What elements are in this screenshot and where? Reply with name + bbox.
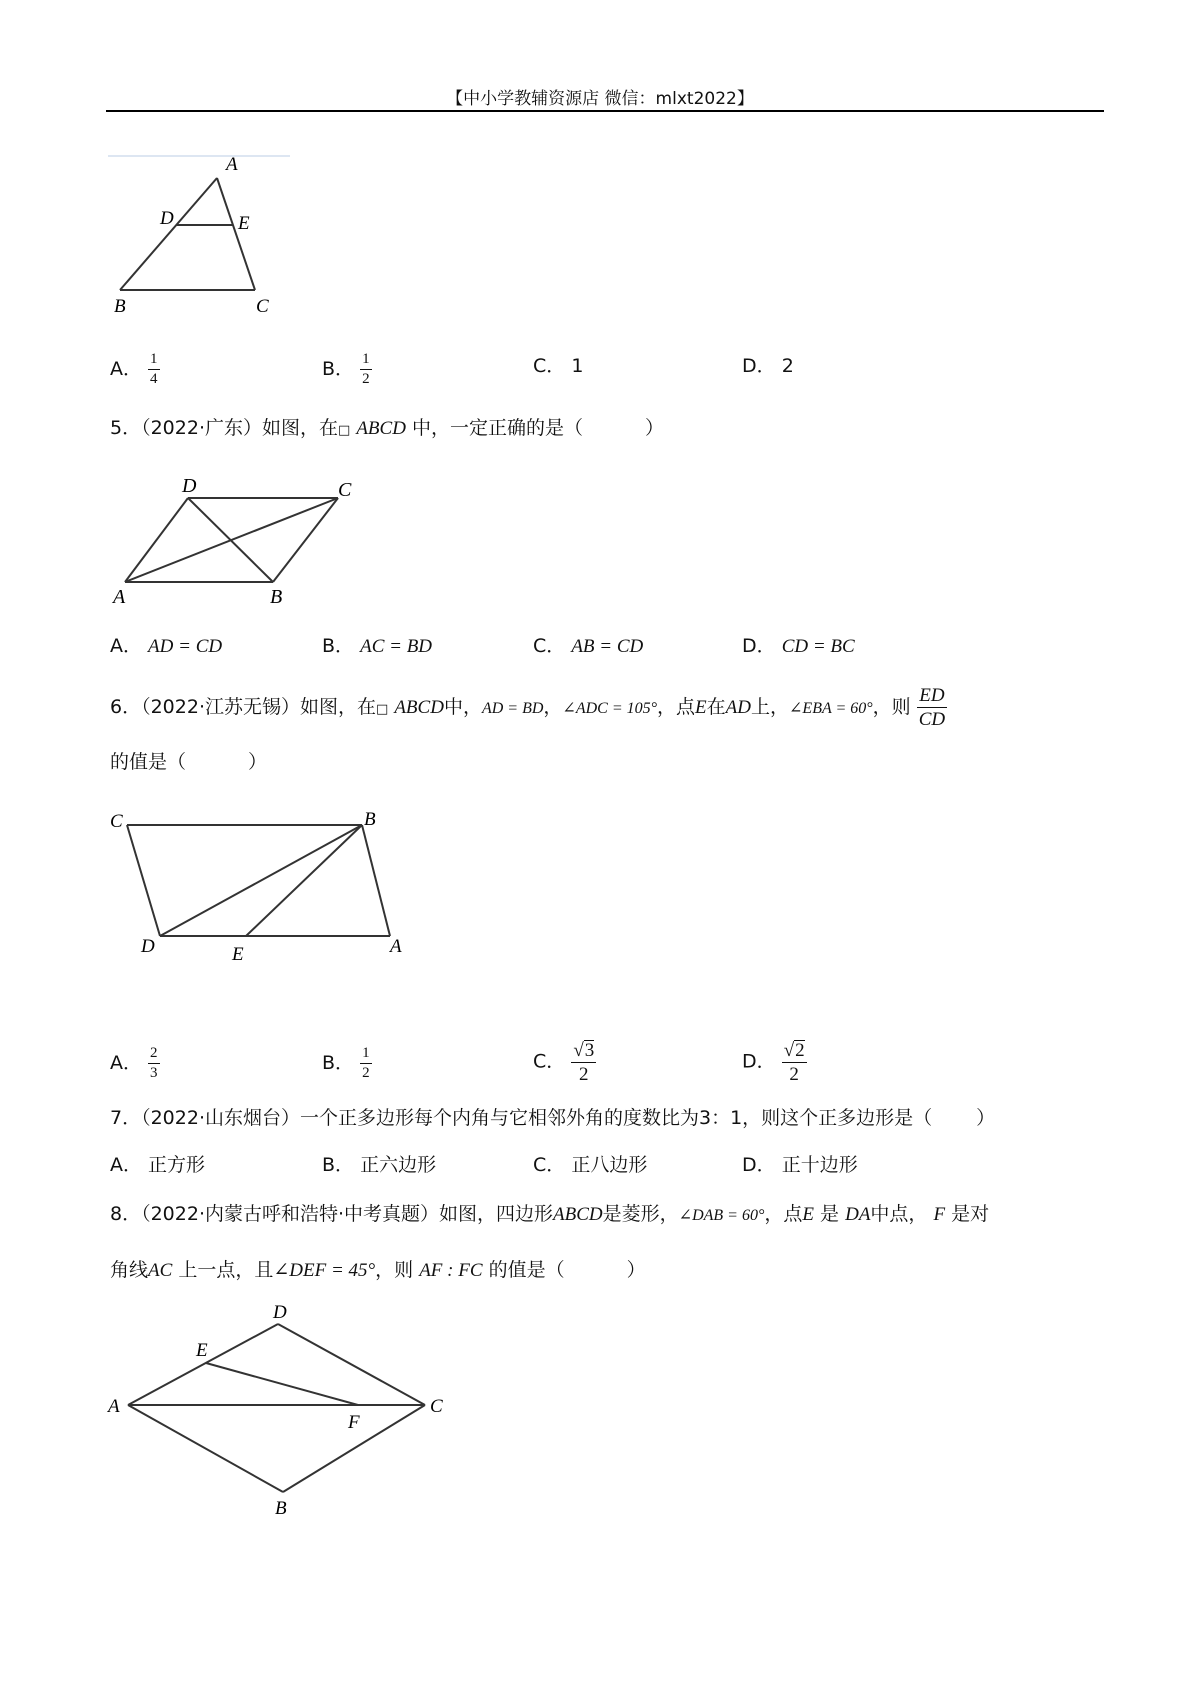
q6-mid4: 上， [751,696,790,718]
q6-line2: 的值是（ [110,751,187,773]
q8-line2d: 的值是（ [488,1259,565,1281]
q6-point-e: E [695,697,707,718]
q4-figure-triangle [100,150,320,320]
q7-option-c-letter: C． [533,1154,566,1176]
q6-prefix: 6．（2022·江苏无锡）如图，在 [110,696,376,718]
q6-segment-db [160,825,362,936]
q6-figure-parallelogram [100,800,420,970]
q4-segment-ab [120,178,217,290]
q7-stem [110,1104,995,1132]
q4-segment-ac [217,178,255,290]
q6-cond-angle-adc: ∠ADC = 105° [562,700,658,717]
q8-prefix: 8．（2022·内蒙古呼和浩特·中考真题）如图，四边形 [110,1203,554,1225]
q6-label-a: A [390,936,402,957]
q8-seg-da: DA [845,1204,871,1225]
q7-option-b[interactable] [322,1151,436,1179]
q5-option-a[interactable] [110,632,222,661]
q8-mid3: 是 [820,1203,840,1225]
q6-option-c-letter: C． [533,1050,566,1073]
q6-label-c: C [110,811,123,832]
q6-frac-num: ED [917,686,947,708]
q6-option-c-den: 2 [579,1064,589,1085]
q7-option-a-letter: A． [110,1154,142,1176]
q6-option-b[interactable] [322,1046,372,1081]
q6-option-a-den: 3 [150,1065,158,1081]
q6-mid3: 在 [706,696,726,718]
q8-mid2: ，点 [764,1203,803,1225]
q6-option-b-fraction [360,1046,372,1081]
q5-close: ） [645,417,665,439]
q5-option-a-letter: A． [110,635,142,657]
q6-option-a-num: 2 [148,1046,160,1064]
q6-label-b: B [364,809,376,830]
q6-seg-ad: AD [725,697,751,718]
q7-option-a[interactable] [110,1151,205,1179]
q4-option-c-letter: C． [533,355,566,377]
q8-label-e: E [196,1340,208,1361]
q6-mid2: ，点 [657,696,696,718]
q5-option-b-expr: AC = BD [360,636,433,657]
q6-option-d[interactable] [742,1040,807,1084]
q6-option-c[interactable] [533,1040,596,1084]
q5-option-c-expr: AB = CD [571,636,644,657]
q6-option-d-fraction: $\frac{√2}{2}$ [783,1040,805,1085]
q7-option-d[interactable] [742,1151,858,1179]
q5-prefix: 5．（2022·广东）如图，在 [110,417,338,439]
q8-label-c: C [430,1396,443,1417]
q6-option-c-fraction: $\frac{√3}{2}$ [573,1040,595,1085]
q5-shape: ABCD [356,418,406,439]
q6-option-c-radicand: 3 [584,1040,595,1061]
q4-option-a-num: 1 [148,352,160,370]
q4-option-d-letter: D． [742,355,776,377]
q6-stem-line2 [110,748,267,776]
q8-mid4: 中点， [870,1203,928,1225]
q7-close: ） [976,1107,996,1129]
q6-parallelogram-symbol: □ [375,702,389,717]
q6-mid1: 中， [443,696,482,718]
q7-option-c-text: 正八边形 [571,1154,648,1176]
q8-ratio: AF : FC [419,1260,483,1281]
q6-frac-den: CD [918,709,946,730]
q8-seg-ac: AC [148,1260,173,1281]
q6-option-b-num: 1 [360,1046,372,1064]
q4-option-b-fraction [360,352,372,387]
q8-point-f: F [933,1204,946,1225]
q6-option-d-letter: D． [742,1050,776,1073]
q8-point-e: E [802,1204,814,1225]
q8-cond-angle-def: ∠DEF = 45° [273,1260,376,1281]
q4-label-c: C [256,296,269,317]
q5-figure-parallelogram [105,470,365,610]
q8-figure-rhombus [100,1300,460,1520]
q6-option-a-letter: A． [110,1052,142,1074]
q8-cond-angle-dab: ∠DAB = 60° [678,1207,765,1224]
q7-option-d-text: 正十边形 [781,1154,858,1176]
q5-option-d[interactable] [742,632,855,661]
q4-option-a[interactable] [110,352,160,387]
q6-sep1: ， [543,696,563,718]
q8-line2a: 角线 [110,1259,149,1281]
q4-option-b-num: 1 [360,352,372,370]
q6-segment-cd [127,825,160,936]
q4-option-a-letter: A． [110,358,142,380]
q4-option-b-letter: B． [322,358,355,380]
page-header: 【中小学教辅资源店 微信：mlxt2022】 [446,89,754,109]
q8-mid1: 是菱形， [602,1203,679,1225]
q5-label-d: D [182,475,197,497]
q8-stem-line2 [110,1256,646,1285]
q8-stem-line1 [110,1200,989,1230]
q4-option-a-den: 4 [150,371,158,387]
q5-option-c[interactable] [533,632,643,661]
q8-label-a: A [108,1396,120,1417]
q5-option-c-letter: C． [533,635,566,657]
q8-line2c: ，则 [375,1259,414,1281]
q5-label-c: C [338,479,352,501]
q6-segment-ba [362,825,390,936]
q5-option-d-letter: D． [742,635,776,657]
q6-fraction-ed-cd [917,686,947,729]
q6-option-d-radicand: 2 [795,1040,805,1061]
q5-stem [110,414,664,445]
q8-mid5: 是对 [951,1203,990,1225]
q5-label-a: A [113,586,126,608]
q8-segment-ef [206,1363,358,1405]
q6-cond-ad-bd: AD = BD [481,700,544,717]
q8-segment-ba [128,1405,283,1492]
q6-close: ） [248,751,268,773]
q8-segment-ad [128,1324,278,1405]
q8-label-d: D [273,1302,287,1323]
q8-line2b: 上一点，且 [178,1259,274,1281]
q6-option-b-den: 2 [362,1065,370,1081]
q5-option-d-expr: CD = BC [781,636,855,657]
q8-segment-dc [278,1324,425,1405]
q4-option-a-fraction [148,352,160,387]
q7-option-b-text: 正六边形 [360,1154,437,1176]
q6-option-a[interactable] [110,1046,160,1081]
q5-parallelogram-symbol: □ [337,423,351,438]
q6-label-d: D [141,936,155,957]
q4-option-b-den: 2 [362,371,370,387]
q6-stem-line1 [110,686,947,729]
header-rule [106,110,1104,112]
q4-label-a: A [226,154,238,175]
q4-option-b[interactable] [322,352,372,387]
q6-label-e: E [232,944,244,965]
q5-diagonal-bd [188,498,273,582]
q6-shape: ABCD [394,697,444,718]
q4-label-e: E [238,213,250,234]
q5-suffix: 中，一定正确的是（ [411,417,583,439]
q4-option-d-value: 2 [781,355,794,377]
q5-option-b-letter: B． [322,635,355,657]
q5-option-a-expr: AD = CD [148,636,223,657]
q5-option-b[interactable] [322,632,432,661]
q6-option-b-letter: B． [322,1052,355,1074]
q5-label-b: B [270,586,283,608]
q4-option-c-value: 1 [571,355,584,377]
q7-option-d-letter: D． [742,1154,776,1176]
q6-option-d-den: 2 [789,1064,799,1085]
q4-label-d: D [160,208,174,229]
q6-cond-angle-eba: ∠EBA = 60° [789,700,873,717]
q8-label-b: B [275,1498,287,1519]
q7-option-b-letter: B． [322,1154,355,1176]
q8-shape: ABCD [553,1204,603,1225]
q7-option-c[interactable] [533,1151,647,1179]
q4-option-c[interactable] [533,352,583,380]
q6-option-a-fraction [148,1046,160,1081]
q4-label-b: B [114,296,126,317]
q6-mid5: ，则 [872,696,911,718]
q6-segment-eb [246,825,362,936]
q7-text: 7．（2022·山东烟台）一个正多边形每个内角与它相邻外角的度数比为3：1，则这个正多边形是（ [110,1107,933,1129]
q8-close: ） [626,1259,646,1281]
q7-option-a-text: 正方形 [148,1154,206,1176]
q8-label-f: F [348,1412,360,1433]
q4-option-d[interactable] [742,352,794,380]
